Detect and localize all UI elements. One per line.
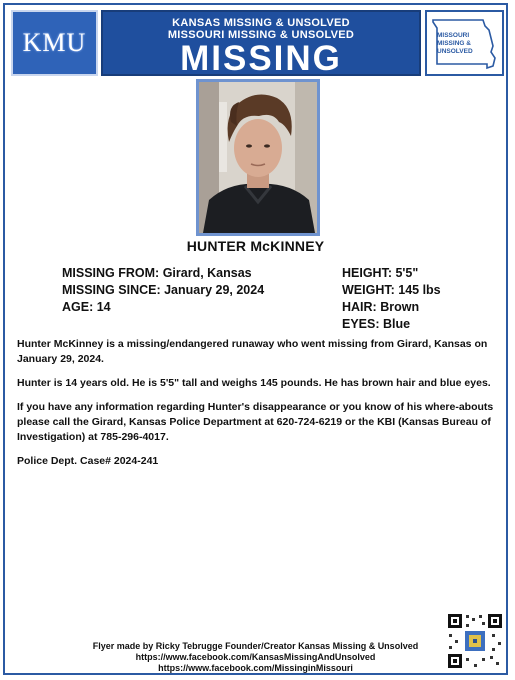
banner-title: MISSING xyxy=(180,39,342,78)
footer-credit: Flyer made by Ricky Tebrugge Founder/Creator Kansas Missing & Unsolved xyxy=(92,641,419,651)
missouri-logo-line-3: UNSOLVED xyxy=(437,48,473,55)
missing-person-photo xyxy=(196,79,320,236)
footer-link-kansas[interactable]: https://www.facebook.com/KansasMissingAndUnsolved xyxy=(135,652,376,662)
missing-from: MISSING FROM: Girard, Kansas xyxy=(62,266,252,280)
missing-since: MISSING SINCE: January 29, 2024 xyxy=(62,283,265,297)
weight: WEIGHT: 145 lbs xyxy=(342,283,441,297)
footer-link-missouri[interactable]: https://www.facebook.com/MissinginMissouri xyxy=(158,663,353,673)
details-left-column xyxy=(62,265,264,316)
description-paragraph-3: If you have any information regarding Hunter's disappearance or you know of his where-abouts please call the Girard, Kansas Police Department at 620-724-6219 or the KBI (Kansas Bureau of Investigation) at 785-296-4017. xyxy=(17,401,494,443)
flyer-footer xyxy=(5,641,506,674)
qr-code-icon xyxy=(446,612,504,670)
missouri-logo-line-2: MISSING & xyxy=(437,40,471,47)
missouri-logo-line-1: MISSOURI xyxy=(437,32,470,39)
missouri-logo-text xyxy=(437,32,473,56)
description-paragraph-2: Hunter is 14 years old. He is 5'5" tall and weighs 145 pounds. He has brown hair and blue eyes. xyxy=(17,377,491,389)
details-right-column xyxy=(342,265,441,333)
hair: HAIR: Brown xyxy=(342,300,420,314)
description-paragraph-1: Hunter McKinney is a missing/endangered runaway who went missing from Girard, Kansas on January 29, 2024. xyxy=(17,338,488,365)
header-banner xyxy=(101,10,421,76)
kmu-logo xyxy=(11,10,98,76)
missing-flyer xyxy=(3,3,508,675)
height: HEIGHT: 5'5" xyxy=(342,266,419,280)
age: AGE: 14 xyxy=(62,300,111,314)
flyer-header xyxy=(11,10,504,76)
missouri-logo xyxy=(425,10,504,76)
kmu-logo-text: KMU xyxy=(22,28,87,57)
banner-line-missouri: MISSOURI MISSING & UNSOLVED xyxy=(167,29,355,41)
portrait-image xyxy=(199,82,317,233)
description-text xyxy=(17,337,499,478)
eyes: EYES: Blue xyxy=(342,317,411,331)
banner-line-kansas: KANSAS MISSING & UNSOLVED xyxy=(172,17,350,29)
person-name: HUNTER McKINNEY xyxy=(186,238,325,254)
qr-code[interactable] xyxy=(446,612,504,670)
case-number: Police Dept. Case# 2024-241 xyxy=(17,455,159,467)
